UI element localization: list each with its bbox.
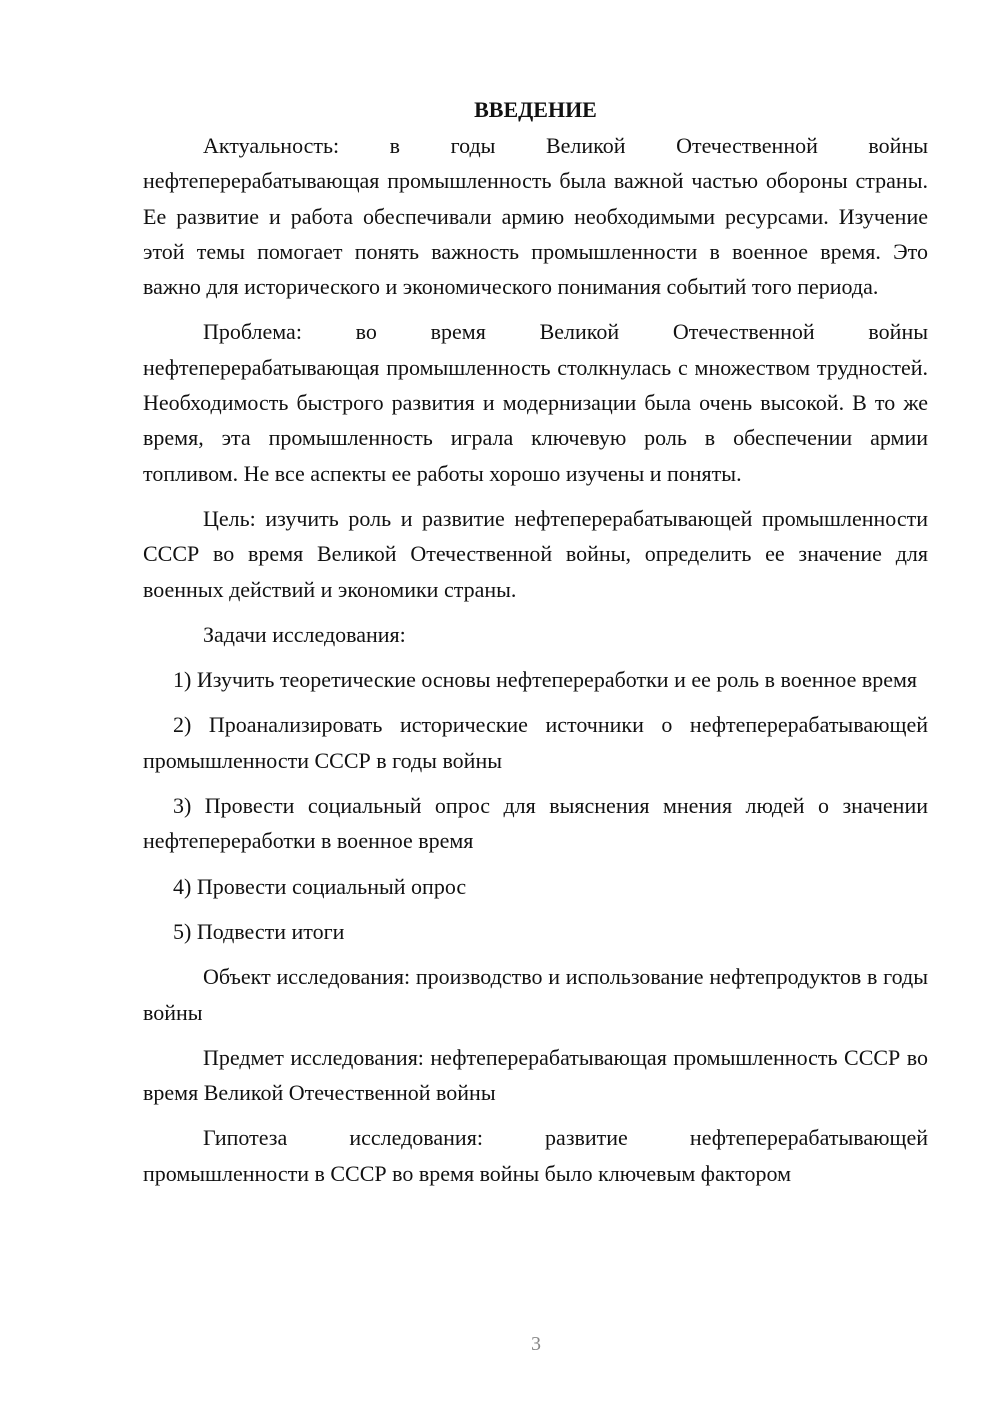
paragraph-problem: Проблема: во время Великой Отечественной войны нефтеперерабатывающая промышленность столкнулась с множеством трудностей. Необходимость быстрого развития и модернизации была очень высокой. В то же время, эта промышленность играла ключевую роль в обеспечении армии топливом. Не все аспекты ее работы хорошо изучены и поняты. <box>143 319 928 486</box>
task-item-1: 1) Изучить теоретические основы нефтепереработки и ее роль в военное время <box>173 667 918 693</box>
paragraph-tasks-title: Задачи исследования: <box>203 621 406 647</box>
page-number: 3 <box>531 1333 541 1355</box>
task-item-4: 4) Провести социальный опрос <box>173 873 467 899</box>
paragraph-hypothesis: Гипотеза исследования: развитие нефтеперерабатывающей промышленности в СССР во время войны было ключевым фактором <box>143 1125 928 1186</box>
task-item-5: 5) Подвести итоги <box>173 918 345 944</box>
task-item-2: 2) Проанализировать исторические источники о нефтеперерабатывающей промышленности СССР в годы войны <box>143 712 928 773</box>
paragraph-object: Объект исследования: производство и использование нефтепродуктов в годы войны <box>143 964 928 1025</box>
paragraph-subject: Предмет исследования: нефтеперерабатывающая промышленность СССР во время Великой Отечественной войны <box>143 1044 928 1106</box>
paragraph-goal: Цель: изучить роль и развитие нефтеперерабатывающей промышленности СССР во время Великой Отечественной войны, определить ее значение для военных действий и экономики страны. <box>143 505 928 602</box>
section-heading: ВВЕДЕНИЕ <box>474 97 597 122</box>
task-item-3: 3) Провести социальный опрос для выяснения мнения людей о значении нефтепереработки в военное время <box>143 793 928 854</box>
paragraph-relevance: Актуальность: в годы Великой Отечественной войны нефтеперерабатывающая промышленность была важной частью обороны страны. Ее развитие и работа обеспечивали армию необходимыми ресурсами. Изучение этой темы помогает понять важность промышленности в военное время. Это важно для исторического и экономического понимания событий того периода. <box>143 133 928 300</box>
document-page <box>143 92 928 1201</box>
